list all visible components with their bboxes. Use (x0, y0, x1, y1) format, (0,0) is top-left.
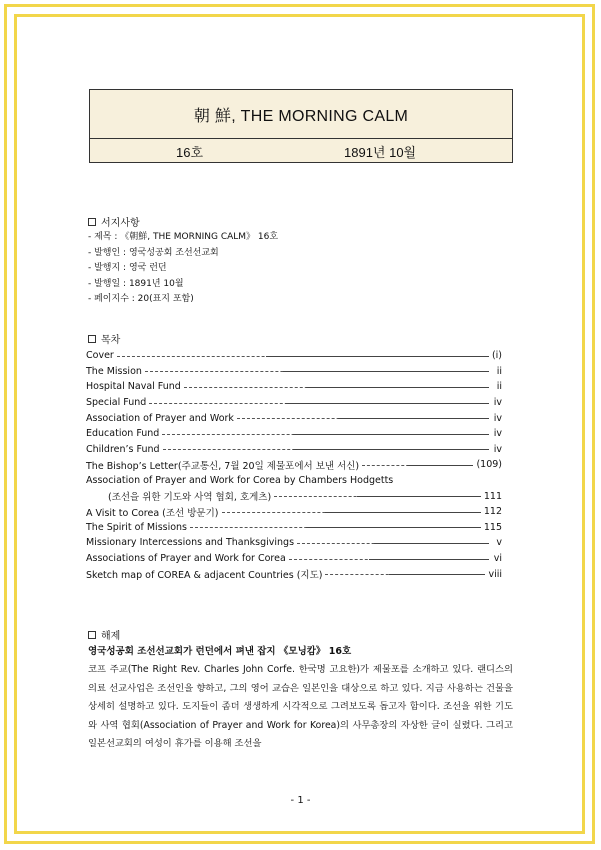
toc-heading-text: 목차 (101, 335, 121, 346)
toc-entry-page: (i) (491, 350, 502, 362)
bibliography-line: - 발행지 : 영국 런던 (88, 263, 167, 273)
commentary-heading (88, 627, 120, 642)
toc-entry (86, 566, 502, 582)
toc-entry-title: Association of Prayer and Work for Corea by Chambers Hodgetts (86, 475, 394, 487)
toc-entry-page: (109) (476, 459, 502, 471)
toc-leader (297, 538, 489, 548)
bibliography-line: - 발행일 : 1891년 10월 (88, 278, 184, 289)
issue-date: 1891년 10월 (344, 144, 417, 160)
toc-entry (86, 442, 502, 458)
toc-entry-page: iv (493, 428, 502, 440)
toc-entry-page: viii (488, 568, 502, 580)
toc-entry (86, 551, 502, 567)
document-title: 朝 鮮, THE MORNING CALM (90, 90, 512, 139)
toc-entry-page: 111 (483, 490, 502, 502)
toc-entry-title: The Mission (86, 365, 142, 377)
toc-entry (86, 473, 502, 489)
toc-leader (145, 366, 489, 376)
toc-entry-title: Cover (86, 350, 114, 362)
square-icon (88, 631, 96, 639)
toc-entry-title: The Bishop’s Letter(주교통신, 7월 20일 제물포에서 보낸 서신) (86, 460, 360, 472)
toc-entry-title: Special Fund (86, 397, 147, 409)
toc-entry-page: iv (493, 443, 502, 455)
bibliography-heading (88, 214, 140, 229)
toc-entry (86, 395, 502, 411)
toc-entry-page: 115 (483, 521, 502, 533)
toc-leader (149, 398, 489, 408)
bibliography-line: - 페이지수 : 20(표지 포함) (88, 294, 194, 304)
page-number: - 1 - (290, 795, 311, 806)
toc-entry-title: Missionary Intercessions and Thanksgivings (86, 537, 295, 549)
toc-entry (86, 348, 502, 364)
bibliography-heading-text: 서지사항 (101, 218, 140, 229)
toc-entry (86, 504, 502, 520)
toc-entry-title: Hospital Naval Fund (86, 381, 181, 393)
square-icon (88, 335, 96, 343)
commentary-subtitle: 영국성공회 조선선교회가 런던에서 펴낸 잡지 《모닝캄》 16호 (88, 646, 352, 657)
toc-leader (274, 491, 481, 501)
toc-entry (86, 535, 502, 551)
toc-leader (222, 507, 481, 517)
title-box (89, 89, 513, 163)
toc-entry-title: A Visit to Corea (조선 방문기) (86, 507, 219, 519)
toc-leader (362, 460, 473, 470)
commentary-heading-text: 해제 (101, 631, 121, 642)
toc-entry-title: Education Fund (86, 428, 160, 440)
toc-leader (117, 351, 489, 361)
toc-leader (184, 382, 489, 392)
issue-number: 16호 (176, 144, 204, 160)
toc-entry (86, 410, 502, 426)
toc-entry-page: iv (493, 412, 502, 424)
toc-entry-title: Children’s Fund (86, 443, 160, 455)
table-of-contents (86, 348, 502, 582)
toc-entry (86, 457, 502, 473)
square-icon (88, 218, 96, 226)
toc-leader (163, 444, 489, 454)
toc-entry-page: ii (496, 365, 502, 377)
toc-entry-page: ii (496, 381, 502, 393)
toc-entry-title: Association of Prayer and Work (86, 412, 234, 424)
toc-leader (237, 413, 489, 423)
toc-entry-page: vi (493, 553, 502, 565)
toc-entry (86, 426, 502, 442)
toc-entry-page: v (496, 537, 502, 549)
toc-entry (86, 488, 502, 504)
toc-entry-title: Associations of Prayer and Work for Corea (86, 553, 286, 565)
toc-leader (190, 522, 481, 532)
issue-row (90, 139, 512, 163)
toc-entry (86, 520, 502, 536)
commentary-body: 코프 주교(The Right Rev. Charles John Corfe. 한국명 고요한)가 제물포를 소개하고 있다. 랜디스의 의료 선교사업은 조선인을 향하고, 그의 영어 교습은 일본인을 대상으로 하고 있다. 지금 사용하는 건물을 상세히 설명하고 있다. 도지들이 좀더 생생하게 시각적으로 그려보도록 돕고자 함이다. 조선을 위한 기도와 사역 협회(Association of Prayer and Work for Korea)의 사무총장의 자상한 글이 실렸다. 그리고 일본선교회의 여성이 휴가를 이용해 조선을 (88, 664, 513, 750)
toc-entry-title: Sketch map of COREA & adjacent Countries (지도) (86, 570, 323, 582)
toc-leader (289, 554, 489, 564)
toc-entry-title: The Spirit of Missions (86, 521, 188, 533)
toc-heading (88, 331, 120, 346)
toc-entry-page: iv (493, 397, 502, 409)
toc-entry (86, 379, 502, 395)
toc-entry-page: 112 (483, 506, 502, 518)
bibliography-line: - 발행인 : 영국성공회 조선선교회 (88, 247, 219, 258)
toc-leader (162, 429, 489, 439)
bibliography-list (88, 230, 278, 308)
toc-entry (86, 364, 502, 380)
bibliography-line: - 제목 : 《朝鮮, THE MORNING CALM》 16호 (88, 232, 279, 242)
toc-entry-title: (조선을 위한 기도와 사역 협회, 호게츠) (108, 492, 272, 504)
toc-leader (325, 569, 485, 579)
